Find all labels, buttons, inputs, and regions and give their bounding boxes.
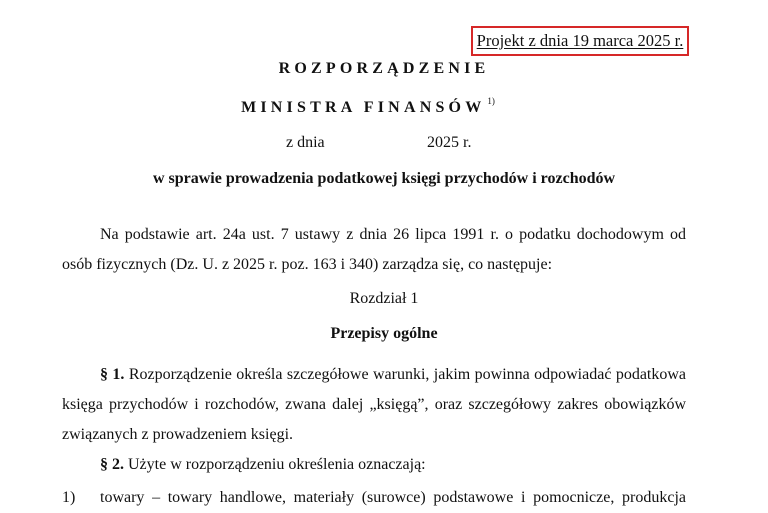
- issuer-title: [0, 96, 736, 117]
- regulation-title: ROZPORZĄDZENIE: [278, 60, 490, 77]
- legal-basis-paragraph: Na podstawie art. 24a ust. 7 ustawy z dnia 26 lipca 1991 r. o podatku dochodowym od osób fizycznych (Dz. U. z 2025 r. poz. 163 i 340) zarządza się, co następuje:: [62, 226, 686, 273]
- footnote-reference[interactable]: 1): [487, 96, 495, 106]
- regulation-subject: w sprawie prowadzenia podatkowej księgi przychodów i rozchodów: [152, 170, 616, 187]
- section-2-paragraph: [62, 450, 686, 480]
- issuer-name: MINISTRA FINANSÓW: [241, 99, 486, 116]
- draft-date-stamp: [471, 26, 689, 56]
- section-2-text: Użyte w rozporządzeniu określenia oznaczają:: [128, 456, 426, 473]
- draft-date-text: Projekt z dnia 19 marca 2025 r.: [476, 31, 684, 50]
- section-1-mark: § 1.: [100, 366, 125, 383]
- definition-item-text: towary – towary handlowe, materiały (surowce) podstawowe i pomocnicze, produkcja: [100, 489, 686, 506]
- date-prefix: z dnia: [286, 134, 325, 151]
- chapter-title: Przepisy ogólne: [330, 325, 438, 342]
- definition-item-number: 1): [62, 489, 76, 506]
- section-1-text: Rozporządzenie określa szczegółowe warunki, jakim powinna odpowiadać podatkowa księga przychodów i rozchodów, zwana dalej „księgą”, oraz szczegółowy zakres obowiązków związanych z prowadzeniem księgi.: [62, 366, 687, 443]
- date-year: 2025 r.: [427, 134, 472, 151]
- chapter-number: Rozdział 1: [349, 290, 419, 307]
- section-2-mark: § 2.: [100, 456, 124, 473]
- section-1-paragraph: [62, 360, 686, 450]
